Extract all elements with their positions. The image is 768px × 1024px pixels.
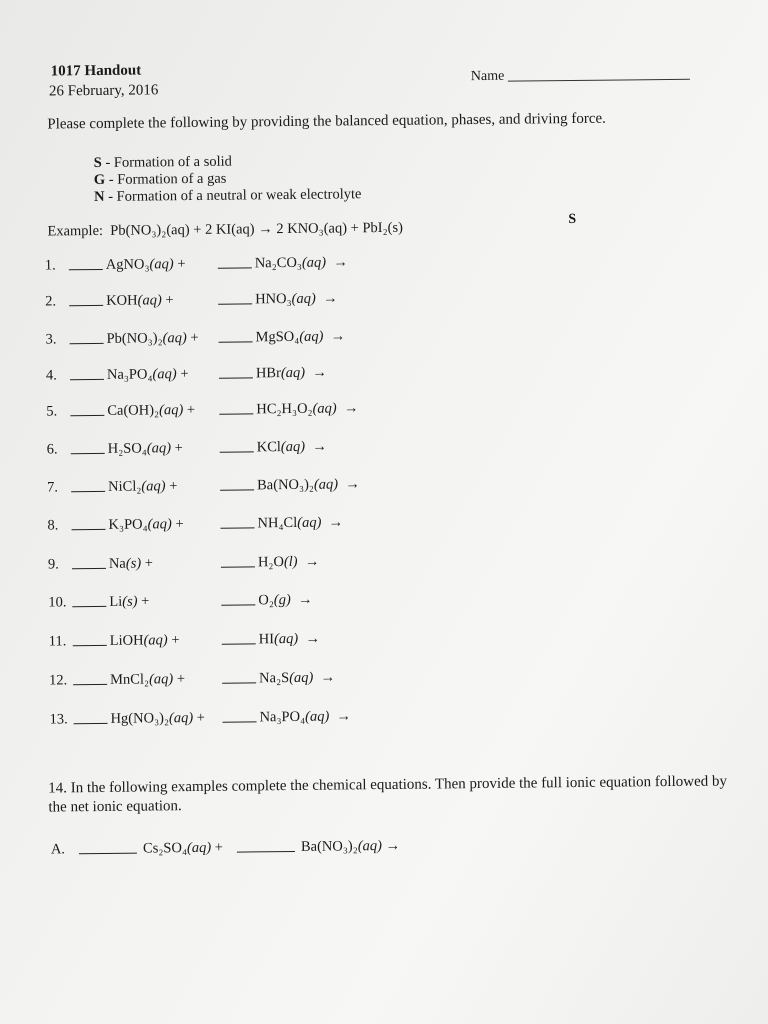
phase-2: (aq) [312, 400, 337, 417]
reactant-1: K₃PO₄ [108, 516, 148, 533]
phase-1: (aq) [149, 256, 174, 273]
plus-sign: + [141, 593, 150, 610]
problem-number: 10. [48, 594, 67, 611]
reactant-1: Ca(OH)₂ [107, 402, 160, 419]
coefficient-blank [219, 377, 253, 378]
handout-date: 26 February, 2016 [48, 82, 159, 100]
phase-1: (aq) [141, 478, 166, 495]
phase-2: (l) [283, 553, 298, 571]
coefficient-blank [72, 568, 106, 569]
phase-2: (aq) [305, 708, 330, 725]
coefficient-blank [70, 415, 104, 416]
coefficient-blank [70, 343, 104, 344]
arrow: → [336, 708, 352, 725]
arrow: → [385, 837, 401, 855]
phase-1: (aq) [147, 516, 172, 533]
coefficient-blank [72, 529, 106, 530]
phase-1: (aq) [186, 839, 212, 857]
coefficient-blank [218, 303, 252, 304]
reactant-1: KOH [106, 292, 138, 309]
reactant-1: AgNO₃ [105, 256, 150, 273]
problem-number: 1. [44, 257, 56, 274]
driving-force-legend [94, 152, 362, 206]
problem-row [46, 365, 327, 385]
plus-sign: + [190, 329, 199, 347]
coefficient-blank [221, 566, 255, 567]
reactant-2: H₂O [257, 554, 284, 571]
phase-1: (s) [122, 593, 138, 610]
coefficient-blank [222, 643, 256, 644]
example-text: Pb(NO₃)₂(aq) + 2 KI(aq) → 2 KNO₃(aq) + PbI₂(s) [110, 219, 404, 239]
problem-number: 4. [45, 367, 57, 384]
name-blank-line [508, 79, 690, 82]
arrow: → [345, 476, 360, 493]
coefficient-blank [220, 489, 254, 490]
coefficient-blank [220, 451, 254, 452]
phase-2: (aq) [299, 328, 324, 345]
legend-text: - Formation of a neutral or weak electrolyte [108, 186, 362, 205]
phase-2: (aq) [297, 514, 322, 531]
reactant-2: KCl [256, 439, 281, 456]
reactant-1: Pb(NO₃)₂ [106, 330, 163, 347]
question-14-part-a [51, 838, 400, 859]
phase-2: (aq) [280, 438, 306, 456]
plus-sign: + [174, 440, 183, 457]
problem-number: 7. [47, 479, 59, 496]
plus-sign: + [144, 555, 154, 572]
phase-2: (g) [273, 591, 291, 609]
arrow: → [322, 290, 338, 307]
problem-row [49, 708, 351, 728]
reactant-2: Na₃PO₄ [259, 708, 306, 726]
plus-sign: + [176, 671, 186, 688]
plus-sign: + [214, 839, 224, 856]
reactant-2: HC₂H₃O₂ [256, 400, 313, 418]
phase-2: (aq) [291, 290, 316, 307]
problem-number: 13. [49, 711, 68, 728]
example-equation [47, 220, 403, 241]
phase-1: (s) [125, 555, 142, 572]
reactant-1: Hg(NO₃)₂ [110, 710, 170, 727]
coefficient-blank [79, 853, 137, 855]
question-14: 14. In the following examples complete the chemical equations. Then provide the full ionic equation followed by the net ionic equation. [48, 773, 728, 816]
plus-sign: + [171, 632, 180, 649]
problem-number: 3. [45, 331, 57, 348]
reactant-2: Na₂S [259, 670, 290, 687]
reactant-1: MnCl₂ [110, 671, 150, 688]
reactant-1: H₂SO₄ [107, 440, 147, 457]
phase-1: (aq) [162, 330, 187, 347]
problem-row [49, 631, 320, 651]
plus-sign: + [169, 478, 178, 495]
reactant-2: Ba(NO₃)₂ [300, 838, 358, 855]
arrow: → [312, 438, 327, 455]
reactant-1: NiCl₂ [108, 478, 142, 495]
problem-number: 5. [46, 403, 58, 420]
phase-2: (aq) [357, 838, 383, 855]
part-label: A. [50, 841, 66, 858]
phase-1: (aq) [143, 632, 168, 649]
coefficient-blank [219, 413, 253, 414]
phase-2: (aq) [273, 630, 299, 648]
arrow: → [328, 514, 344, 531]
plus-sign: + [180, 366, 189, 383]
reactant-2: HBr [255, 365, 281, 382]
problem-number: 6. [46, 441, 58, 458]
example-label: Example: [47, 222, 104, 240]
arrow: → [333, 254, 348, 271]
handout-title: 1017 Handout [50, 62, 142, 80]
reactant-1: LiOH [109, 632, 144, 649]
reactant-2: HNO₃ [255, 290, 292, 308]
coefficient-blank [73, 684, 107, 685]
phase-1: (aq) [158, 402, 184, 419]
coefficient-blank [221, 527, 255, 528]
coefficient-blank [223, 721, 257, 722]
problem-row [45, 290, 338, 310]
problem-row [46, 400, 358, 420]
plus-sign: + [165, 292, 174, 309]
reactant-2: Na₂CO₃ [254, 254, 303, 272]
arrow: → [312, 364, 327, 381]
problem-row [48, 554, 320, 574]
arrow: → [320, 669, 336, 686]
coefficient-blank [72, 606, 106, 607]
coefficient-blank [221, 604, 255, 605]
plus-sign: + [196, 709, 206, 726]
phase-2: (aq) [280, 364, 306, 382]
problem-row [47, 439, 327, 459]
coefficient-blank [69, 305, 103, 306]
problem-row [49, 670, 335, 690]
reactant-2: Ba(NO₃)₂ [257, 476, 315, 494]
problem-number: 12. [49, 672, 68, 689]
legend-item [94, 186, 362, 206]
phase-1: (aq) [168, 710, 194, 727]
name-label: Name [470, 68, 505, 85]
plus-sign: + [186, 401, 196, 419]
legend-text: - Formation of a solid [105, 153, 232, 171]
phase-1: (aq) [137, 292, 162, 309]
plus-sign: + [175, 516, 184, 533]
arrow: → [297, 591, 313, 608]
problem-number: 8. [47, 517, 59, 534]
arrow: → [330, 328, 346, 345]
coefficient-blank [70, 379, 104, 380]
coefficient-blank [69, 269, 103, 270]
reactant-2: O₂ [258, 592, 274, 609]
phase-1: (aq) [148, 671, 174, 688]
problem-row [45, 328, 345, 348]
plus-sign: + [177, 256, 186, 273]
coefficient-blank [237, 851, 295, 853]
reactant-1: Li [109, 593, 123, 610]
coefficient-blank [219, 341, 253, 342]
phase-2: (aq) [313, 476, 339, 493]
instructions: Please complete the following by providing the balanced equation, phases, and driving force. [47, 110, 606, 133]
legend-code: S [93, 154, 102, 172]
reactant-2: NH₄Cl [257, 514, 298, 532]
arrow: → [304, 553, 320, 570]
problem-row [47, 476, 360, 496]
coefficient-blank [74, 723, 108, 724]
problem-row [47, 514, 343, 534]
reactant-1: Cs₂SO₄ [142, 840, 188, 857]
coefficient-blank [222, 682, 256, 683]
reactant-1: Na [108, 555, 126, 572]
example-answer: S [568, 211, 577, 228]
reactant-1: Na₃PO₄ [106, 366, 153, 383]
coefficient-blank [218, 267, 252, 268]
arrow: → [305, 630, 321, 647]
name-field [471, 67, 691, 85]
phase-1: (aq) [146, 440, 172, 457]
coefficient-blank [73, 645, 107, 646]
legend-text: - Formation of a gas [108, 170, 227, 188]
problem-row [45, 254, 348, 274]
arrow: → [343, 400, 359, 417]
legend-code: N [93, 188, 105, 206]
coefficient-blank [71, 453, 105, 454]
legend-code: G [93, 171, 106, 189]
problem-number: 9. [47, 556, 59, 573]
phase-2: (aq) [289, 669, 314, 687]
reactant-2: HI [258, 631, 275, 648]
problem-number: 11. [48, 633, 67, 650]
reactant-2: MgSO₄ [255, 328, 300, 346]
phase-1: (aq) [152, 366, 177, 383]
coefficient-blank [71, 491, 105, 492]
problem-row [48, 592, 312, 612]
problem-number: 2. [45, 293, 57, 310]
phase-2: (aq) [301, 254, 327, 271]
